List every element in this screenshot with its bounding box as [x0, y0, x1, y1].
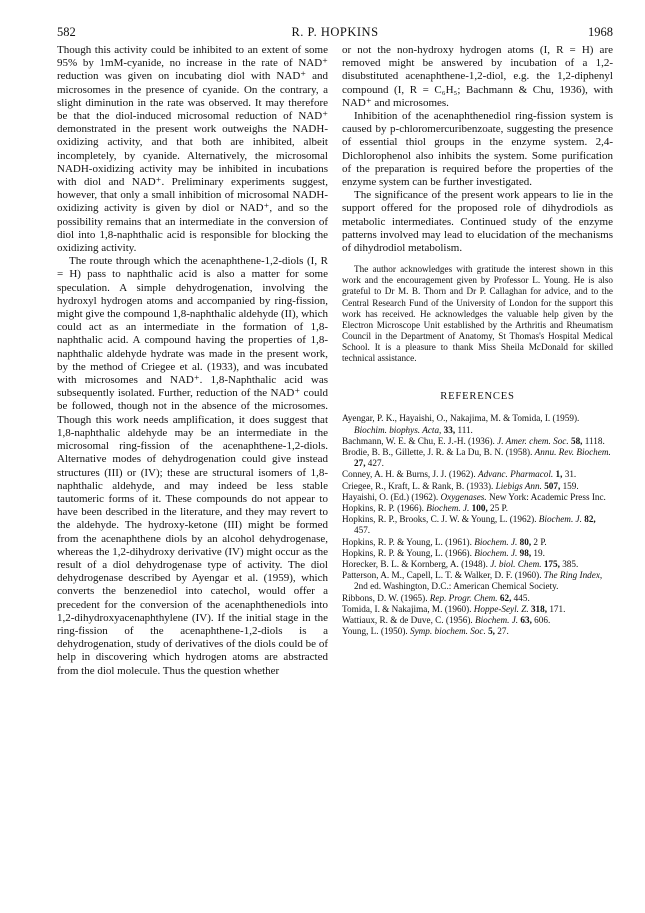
reference-item	[342, 615, 613, 626]
reference-pages: 457.	[354, 525, 371, 536]
reference-pages: 159.	[562, 480, 579, 491]
reference-journal: Biochem. J.	[474, 614, 519, 625]
reference-pages: 31.	[564, 469, 577, 480]
reference-item	[342, 492, 613, 503]
reference-journal: Biochem. J.	[426, 502, 470, 513]
reference-journal: Hoppe-Seyl. Z.	[473, 603, 529, 614]
reference-pages: 27.	[497, 626, 509, 637]
reference-pages: 111.	[457, 424, 473, 435]
reference-volume: 58,	[570, 435, 583, 446]
body-paragraph: Though this activity could be inhibited to an extent of some 95% by 1mM-cyanide, no increase in the rate of NAD⁺ reduction was given on incubating diol with NAD⁺ and microsomes in the presence of cyanide. On the contrary, a slight diminution in the rate was observed. It may therefore be that the diol-induced microsomal reduction of NAD⁺ demonstrated in the present work outweighs the NADH-oxidizing activity, and that both are inhibited, albeit incompletely, by cyanide. Alternatively, the microsomal NADH-oxidizing activity may be inhibited in incubations with diol and NAD⁺. Preliminary experiments suggest, however, that only a small inhibition of microsomal NADH-oxidizing activity is given by diol or NAD⁺, and so the possibility remains that an intermediate in the conversion of diol into 1,8-naphthalic acid is responsible for blocking the oxidizing activity.	[57, 44, 328, 255]
reference-pages: 25 P.	[490, 502, 508, 513]
reference-pages: 445.	[513, 592, 530, 603]
reference-item	[342, 559, 613, 570]
body-paragraph: Inhibition of the acenaphthenediol ring-fission system is caused by p-chloromercuribenzoate, suggesting the presence of essential thiol groups in the enzyme system. 2,4-Dichlorophenol also inhibits the system. Some purification of the preparation is required before the properties of the enzyme system can be further investigated.	[342, 110, 613, 189]
reference-item	[342, 604, 613, 615]
reference-journal: Oxygenases.	[440, 491, 487, 502]
reference-item	[342, 514, 613, 536]
reference-volume: 507,	[544, 480, 561, 491]
left-column	[57, 44, 328, 678]
publication-year: 1968	[588, 25, 613, 39]
reference-item	[342, 436, 613, 447]
reference-volume: 1,	[555, 469, 563, 480]
reference-authors: Bachmann, W. E. & Chu, E. J.-H. (1936).	[342, 435, 495, 446]
reference-volume: 82,	[584, 514, 596, 525]
reference-pages: 2nd ed. Washington, D.C.: American Chemical Society.	[354, 581, 559, 592]
reference-pages: 171.	[549, 603, 566, 614]
reference-authors: Wattiaux, R. & de Duve, C. (1956).	[342, 614, 473, 625]
reference-authors: Tomida, I. & Nakajima, M. (1960).	[342, 603, 472, 614]
reference-volume: 33,	[443, 424, 456, 435]
reference-volume: 98,	[519, 547, 532, 558]
acknowledgement: The author acknowledges with gratitude the interest shown in this work and the encouragement given by Professor L. Young. He is also grateful to Dr M. B. Thorn and Dr P. Callaghan for advice, and to the Central Research Fund of the University of London for the support this work has received. He acknowledges the valuable help given by the Electron Microscope Unit established by the Arthritis and Rheumatism Council in the Department of Anatomy, St Thomas's Hospital Medical School. It is a pleasure to thank Miss Sheila McDonald for skilled technical assistance.	[342, 264, 613, 363]
reference-authors: Young, L. (1950).	[342, 626, 408, 637]
running-header	[57, 25, 613, 41]
reference-journal: J. biol. Chem.	[490, 558, 542, 569]
reference-authors: Ribbons, D. W. (1965).	[342, 592, 428, 603]
reference-journal: Biochem. J.	[538, 514, 582, 525]
running-author: R. P. HOPKINS	[291, 25, 379, 39]
reference-volume: 5,	[488, 626, 495, 637]
reference-journal: The Ring Index,	[543, 570, 603, 581]
reference-authors: Ayengar, P. K., Hayaishi, O., Nakajima, M. & Tomida, I. (1959).	[342, 413, 580, 424]
reference-volume: 100,	[471, 502, 488, 513]
reference-journal: Annu. Rev. Biochem.	[534, 446, 611, 457]
reference-pages: 2 P.	[533, 536, 547, 547]
reference-item	[342, 548, 613, 559]
reference-journal: Biochem. J.	[474, 547, 518, 558]
body-paragraph: or not the non-hydroxy hydrogen atoms (I, R = H) are removed might be answered by incubation of a 1,2-disubstituted acenaphthene-1,2-diol, e.g. the 1,2-diphenyl compound (I, R = C₆H₅; Bachmann & Chu, 1936), with NAD⁺ and microsomes.	[342, 44, 613, 109]
right-column	[342, 44, 613, 637]
reference-volume: 80,	[519, 536, 532, 547]
references-heading: REFERENCES	[440, 391, 515, 403]
reference-volume: 63,	[520, 614, 532, 625]
reference-authors: Hopkins, R. P. (1966).	[342, 502, 424, 513]
reference-item	[342, 570, 613, 592]
reference-pages: 606.	[534, 614, 551, 625]
reference-journal: Rep. Progr. Chem.	[429, 592, 498, 603]
reference-item	[342, 469, 613, 480]
reference-journal: Symp. biochem. Soc.	[409, 626, 486, 637]
reference-item	[342, 413, 613, 435]
reference-pages: 1118.	[584, 435, 605, 446]
reference-item	[342, 626, 613, 637]
reference-authors: Hopkins, R. P. & Young, L. (1966).	[342, 547, 472, 558]
reference-journal: J. Amer. chem. Soc.	[497, 435, 569, 446]
reference-volume: 27,	[354, 458, 366, 469]
body-paragraph: The significance of the present work appears to lie in the support offered for the proposed role of dihydrodiols as metabolic intermediates. Continued study of the enzyme patterns involved may lead to elucidation of the mechanisms of dihydrodiol metabolism.	[342, 189, 613, 255]
reference-authors: Hopkins, R. P., Brooks, C. J. W. & Young, L. (1962).	[342, 514, 537, 525]
reference-list	[342, 413, 613, 637]
reference-authors: Patterson, A. M., Capell, L. T. & Walker, D. F. (1960).	[342, 570, 542, 581]
reference-authors: Conney, A. H. & Burns, J. J. (1962).	[342, 469, 476, 480]
reference-journal: Advanc. Pharmacol.	[477, 469, 554, 480]
reference-volume: 318,	[530, 603, 548, 614]
reference-journal: Biochem. J.	[474, 536, 518, 547]
reference-item	[342, 447, 613, 469]
reference-journal: Liebigs Ann.	[495, 480, 542, 491]
reference-item	[342, 503, 613, 514]
reference-item	[342, 593, 613, 604]
reference-pages: New York: Academic Press Inc.	[488, 491, 606, 502]
reference-authors: Horecker, B. L. & Kornberg, A. (1948).	[342, 558, 488, 569]
reference-authors: Criegee, R., Kraft, L. & Rank, B. (1933).	[342, 480, 494, 491]
reference-authors: Hayaishi, O. (Ed.) (1962).	[342, 491, 439, 502]
reference-pages: 19.	[533, 547, 545, 558]
reference-item	[342, 537, 613, 548]
reference-volume: 62,	[499, 592, 512, 603]
reference-authors: Brodie, B. B., Gillette, J. R. & La Du, B. N. (1958).	[342, 446, 533, 457]
body-paragraph: The route through which the acenaphthene-1,2-diols (I, R = H) pass to naphthalic acid is also a matter for some speculation. A simple dehydrogenation, involving the hydroxyl hydrogen atoms and accompanied by ring-fission, might give the compound 1,8-naphthalic aldehyde (II), which could act as an intermediate in the formation of 1,8-naphthalic acid. A compound having the properties of 1,8-naphthalic aldehyde hydrate was made in the present work, by the method of Criegee et al. (1933), and was incubated with microsomes and NAD⁺. 1,8-Naphthalic acid was subsequently isolated. Further, reduction of the NAD⁺ could be followed, though not in the absence of the microsomes. Though this work needs amplification, it does suggest that 1,8-naphthalic aldehyde may be an intermediate in the microsomal ring-fission of the acenaphthene-1,2-diols. Alternative modes of dehydrogenation could give instead structures (III) or (IV); these are structural isomers of 1,8-naphthalic aldehyde, and may indeed be less stable tautomeric forms of it. These compounds do not appear to have been described in the literature, and they may revert to the aldehyde. The hydroxy-ketone (III) might be formed from the acenaphthene diols by an alcohol dehydrogenase, whereas the 1,2-dihydroxy derivative (IV) might occur as the result of a diol dehydrogenase type of activity. The diol dehydrogenase described by Ayengar et al. (1959), which converts the benzenediol into catechol, would offer a precedent for the conversion of the acenaphthenediols into 1,2-dihydroxyacenaphthylene (IV). If the initial stage in the ring-fission of the acenaphthene-1,2-diols is a dehydrogenation, study of derivatives of the diols could be of help in discovering which hydrogen atoms are abstracted from the diol molecule. Thus the question whether	[57, 255, 328, 677]
page-number: 582	[57, 25, 76, 39]
reference-journal: Biochim. biophys. Acta,	[354, 424, 442, 435]
reference-volume: 175,	[543, 558, 560, 569]
reference-item	[342, 481, 613, 492]
reference-authors: Hopkins, R. P. & Young, L. (1961).	[342, 536, 472, 547]
reference-pages: 385.	[562, 558, 579, 569]
reference-pages: 427.	[367, 458, 384, 469]
